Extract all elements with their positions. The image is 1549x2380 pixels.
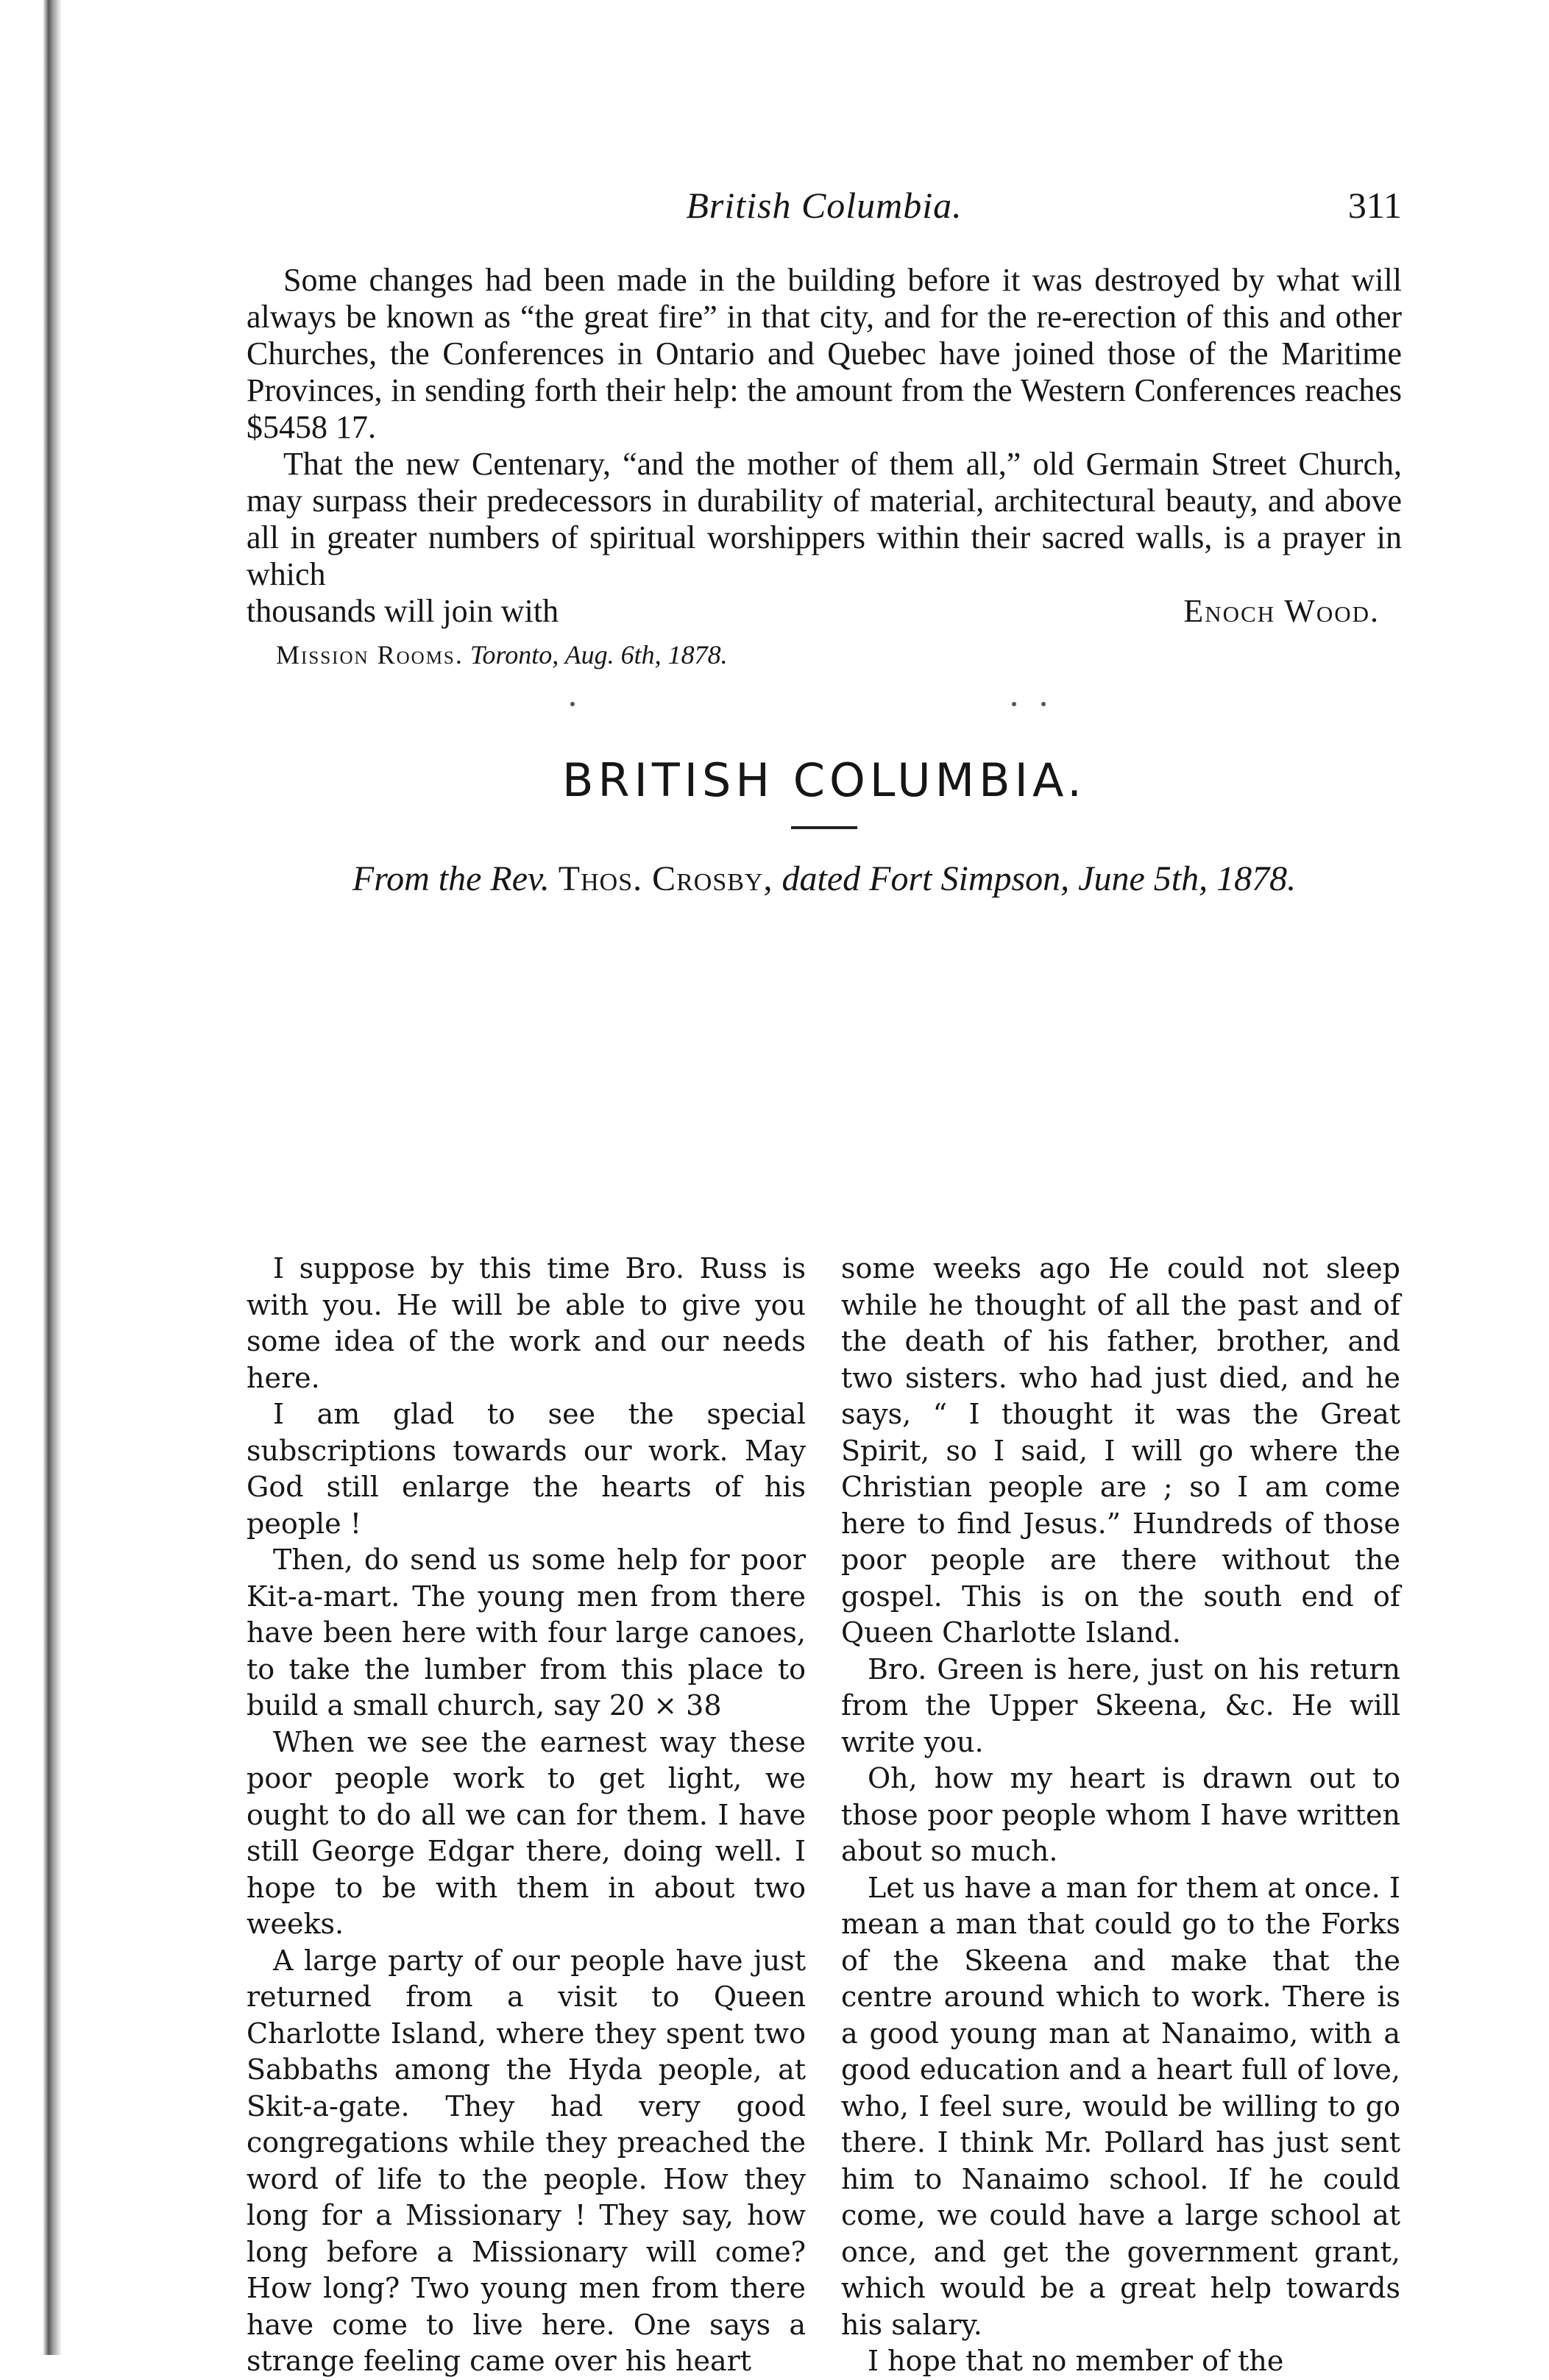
title-rule xyxy=(791,826,857,829)
column-paragraph: I hope that no member of the xyxy=(868,2345,1284,2377)
separator-dot xyxy=(1012,702,1016,706)
section-separator xyxy=(247,672,1402,731)
byline xyxy=(247,859,1402,899)
book-binding-edge xyxy=(0,0,66,2355)
dateline-date: Toronto, Aug. 6th, 1878. xyxy=(469,640,728,669)
signature: Enoch Wood. xyxy=(1183,593,1380,629)
signature-line xyxy=(247,593,1402,630)
separator-dot xyxy=(570,702,575,706)
letter-paragraph: Some changes had been made in the building before it was destroyed by what will always be known as “the great fire” in that city, and for the re-erection of this and other Churches, the Conferences in Ontario and Quebec have joined those of the Maritime Provinces, in sending forth their help: the amount from the Western Conferences reaches $5458 17. xyxy=(247,262,1402,445)
letter-paragraph: That the new Centenary, “and the mother of them all,” old Germain Street Church, may surpass their predecessors in durability of material, architectural beauty, and above all in greater numbers of spiritual worshippers within their sacred walls, is a prayer in which xyxy=(247,446,1402,592)
dateline-place: Mission Rooms. xyxy=(276,640,464,669)
running-title: British Columbia. xyxy=(686,185,963,226)
left-column xyxy=(247,1251,806,2380)
column-paragraph: Oh, how my heart is drawn out to those poor people whom I have written about so much. xyxy=(841,1762,1400,1867)
column-paragraph: When we see the earnest way these poor people work to get light, we ought to do all we can for them. I have still George Edgar there, doing well. I hope to be with them in about two weeks. xyxy=(247,1725,806,1940)
section-title: BRITISH COLUMBIA. xyxy=(561,753,1086,807)
column-paragraph: Then, do send us some help for poor Kit-a-mart. The young men from there have been here with four large canoes, to take the lumber from this place to build a small church, say 20 × 38 xyxy=(247,1544,806,1722)
column-paragraph: A large party of our people have just returned from a visit to Queen Charlotte Island, where they spent two Sabbaths among the Hyda people, at Skit-a-gate. They had very good congregations while they preached the word of life to the people. How they long for a Missionary ! They say, how long before a Missionary will come? How long? Two young men from there have come to live here. One says a strange feeling came over his heart xyxy=(247,1944,806,2377)
column-paragraph: I suppose by this time Bro. Russ is with you. He will be able to give you some idea of the work and our needs here. xyxy=(247,1252,806,1394)
page-header xyxy=(247,184,1402,243)
column-paragraph: I am glad to see the special subscriptions towards our work. May God still enlarge the hearts of his people ! xyxy=(247,1398,806,1540)
column-paragraph: some weeks ago He could not sleep while he thought of all the past and of the death of his father, brother, and two sisters. who had just died, and he says, “ I thought it was the Great Spirit, so I said, I will go where the Christian people are ; so I am come here to find Jesus.” Hundreds of those poor people are there without the gospel. This is on the south end of Queen Charlotte Island. xyxy=(841,1252,1400,1649)
dateline xyxy=(276,637,1402,672)
byline-name: Thos. Crosby, xyxy=(558,859,773,898)
right-column xyxy=(841,1251,1400,2380)
page-number: 311 xyxy=(1347,185,1402,226)
closing-text: thousands will join with xyxy=(247,593,559,629)
book-page xyxy=(247,184,1402,2377)
byline-dated: dated Fort Simpson, June 5th, 1878. xyxy=(781,859,1297,898)
separator-dot xyxy=(1041,702,1046,706)
column-paragraph: Bro. Green is here, just on his return from the Upper Skeena, &c. He will write you. xyxy=(841,1652,1400,1758)
byline-from: From the Rev. xyxy=(352,859,550,898)
two-column-text xyxy=(247,1251,1402,2376)
column-paragraph: Let us have a man for them at once. I mean a man that could go to the Forks of the Skeena and make that the centre around which to work. There is a good young man at Nanaimo, with a good education and a heart full of love, who, I feel sure, would be willing to go there. I think Mr. Pollard has just sent him to Nanaimo school. If he could come, we could have a large school at once, and get the government grant, which would be a great help towards his salary. xyxy=(841,1871,1400,2341)
letter-body xyxy=(247,262,1402,672)
